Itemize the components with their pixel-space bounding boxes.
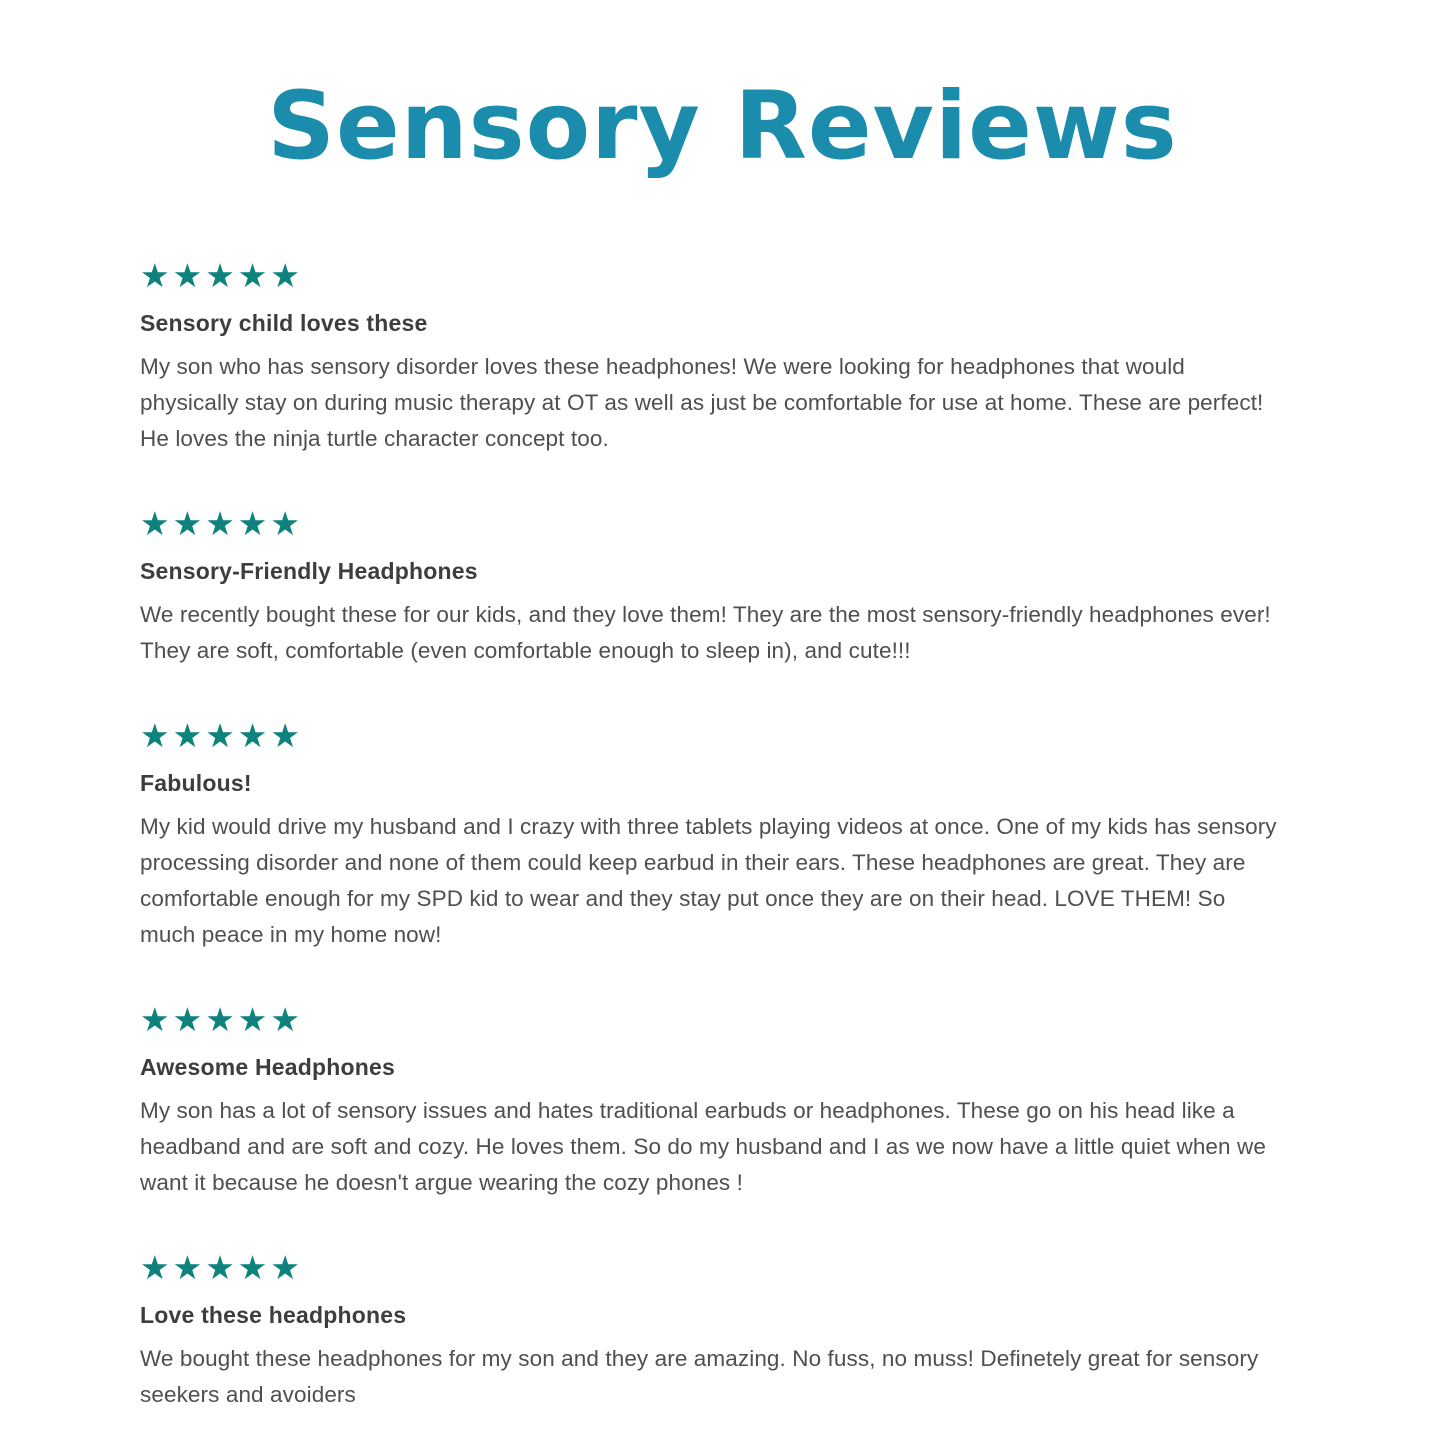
star-rating xyxy=(140,719,1295,752)
star-icon: ★ xyxy=(205,717,235,754)
star-icon: ★ xyxy=(140,257,170,294)
review-body: My son has a lot of sensory issues and hates traditional earbuds or headphones. These go on his head like a headband and are soft and cozy. He loves them. So do my husband and I as we now have a little quiet when we want it because he doesn't argue wearing the cozy phones ! xyxy=(140,1098,1266,1195)
star-icon: ★ xyxy=(172,1249,203,1286)
star-rating xyxy=(140,259,1295,292)
reviews-page xyxy=(0,72,1445,1445)
review xyxy=(140,719,1295,953)
star-icon: ★ xyxy=(237,1001,268,1038)
review xyxy=(140,1003,1295,1201)
review xyxy=(140,507,1295,669)
star-icon: ★ xyxy=(270,257,300,294)
review-body: We recently bought these for our kids, and they love them! They are the most sensory-friendly headphones ever! They are soft, comfortable (even comfortable enough to sleep in), and cute!!! xyxy=(140,602,1271,663)
star-icon: ★ xyxy=(205,1249,235,1286)
review xyxy=(140,1251,1295,1413)
review xyxy=(140,259,1295,457)
star-rating xyxy=(140,1003,1295,1036)
star-icon: ★ xyxy=(140,1001,170,1038)
star-icon: ★ xyxy=(172,257,203,294)
star-icon: ★ xyxy=(205,257,235,294)
star-icon: ★ xyxy=(237,717,268,754)
review-title: Sensory child loves these xyxy=(140,310,428,336)
review-body: My son who has sensory disorder loves these headphones! We were looking for headphones that would physically stay on during music therapy at OT as well as just be comfortable for use at home. These are perfect! He loves the ninja turtle character concept too. xyxy=(140,354,1264,451)
star-icon: ★ xyxy=(172,505,203,542)
star-icon: ★ xyxy=(172,1001,203,1038)
review-body: My kid would drive my husband and I crazy with three tablets playing videos at once. One of my kids has sensory processing disorder and none of them could keep earbud in their ears. These headphones are great. They are comfortable enough for my SPD kid to wear and they stay put once they are on their head. LOVE THEM! So much peace in my home now! xyxy=(140,814,1277,947)
review-body: We bought these headphones for my son and they are amazing. No fuss, no muss! Definetely great for sensory seekers and avoiders xyxy=(140,1346,1259,1407)
star-rating xyxy=(140,1251,1295,1284)
star-icon: ★ xyxy=(237,1249,268,1286)
page-title: Sensory Reviews xyxy=(267,72,1178,181)
review-title: Sensory-Friendly Headphones xyxy=(140,558,478,584)
star-icon: ★ xyxy=(270,1001,300,1038)
star-icon: ★ xyxy=(237,257,268,294)
star-rating xyxy=(140,507,1295,540)
star-icon: ★ xyxy=(270,717,300,754)
star-icon: ★ xyxy=(205,1001,235,1038)
star-icon: ★ xyxy=(237,505,268,542)
star-icon: ★ xyxy=(270,1249,300,1286)
star-icon: ★ xyxy=(172,717,203,754)
star-icon: ★ xyxy=(140,505,170,542)
star-icon: ★ xyxy=(140,1249,170,1286)
review-title: Awesome Headphones xyxy=(140,1054,395,1080)
review-title: Fabulous! xyxy=(140,770,252,796)
star-icon: ★ xyxy=(140,717,170,754)
star-icon: ★ xyxy=(270,505,300,542)
star-icon: ★ xyxy=(205,505,235,542)
review-title: Love these headphones xyxy=(140,1302,407,1328)
reviews-list xyxy=(140,259,1295,1413)
